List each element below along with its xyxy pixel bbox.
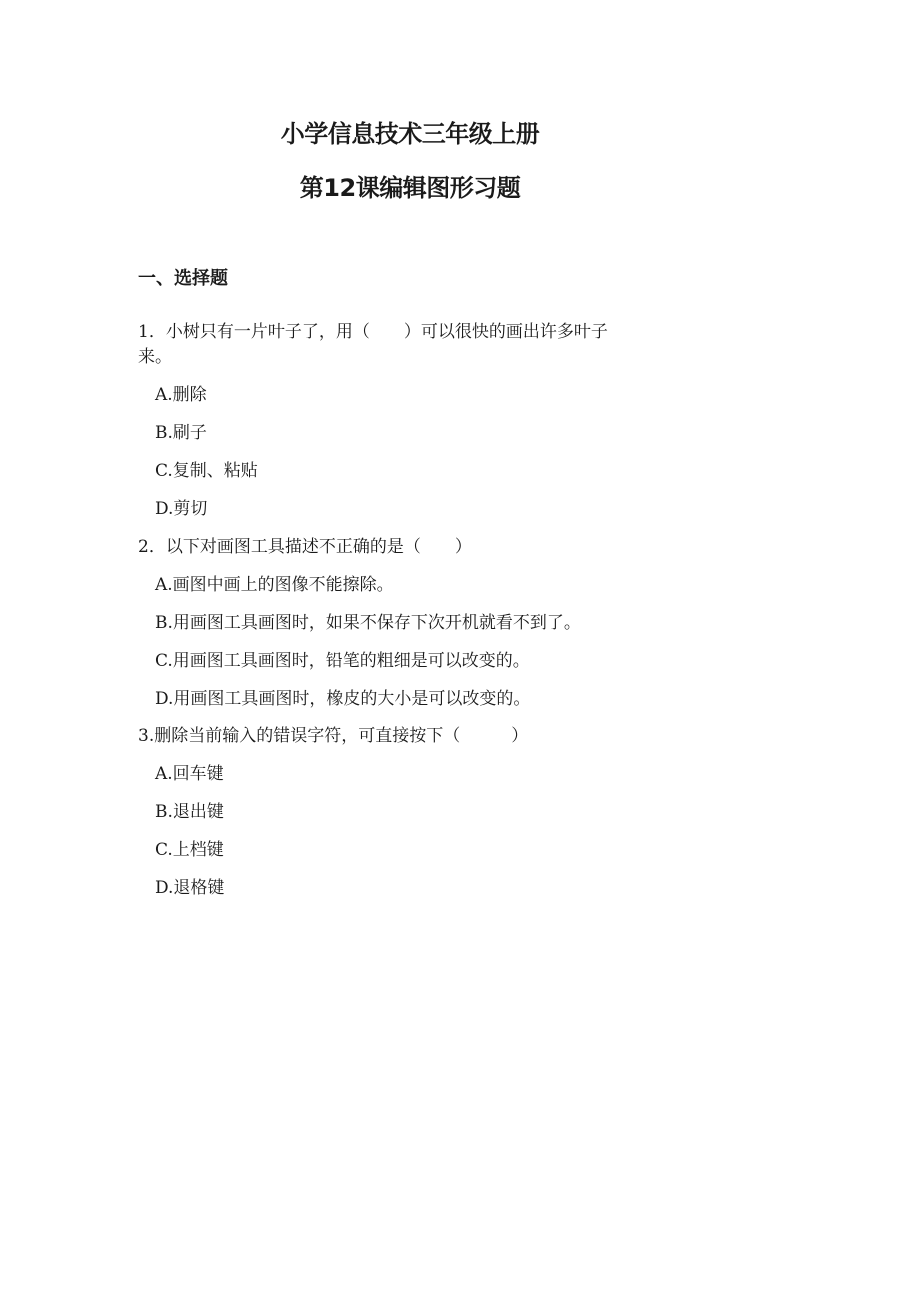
question-2-option-b: B.用画图工具画图时，如果不保存下次开机就看不到了。 [155,613,581,633]
section-heading: 一、选择题 [138,268,228,289]
question-1-option-c: C.复制、粘贴 [155,461,258,481]
question-1-option-d: D.剪切 [155,499,208,519]
document-title-line-2: 第12课编辑图形习题 [299,174,521,202]
question-2-text: 2．以下对画图工具描述不正确的是（ ） [138,537,472,557]
question-3-text: 3.删除当前输入的错误字符，可直接按下（ ） [138,726,529,746]
question-3-option-c: C.上档键 [155,840,224,860]
question-2-option-c: C.用画图工具画图时，铅笔的粗细是可以改变的。 [155,651,530,671]
question-3-option-a: A.回车键 [155,764,224,784]
question-1-text-continued: 来。 [138,347,172,367]
question-2-option-a: A.画图中画上的图像不能擦除。 [155,575,394,595]
question-1-text: 1．小树只有一片叶子了，用（ ）可以很快的画出许多叶子 [138,322,608,342]
question-1-option-a: A.删除 [155,385,207,405]
question-3-option-b: B.退出键 [155,802,224,822]
question-1-option-b: B.刷子 [155,423,207,443]
question-2-option-d: D.用画图工具画图时，橡皮的大小是可以改变的。 [155,689,531,709]
document-title-line-1: 小学信息技术三年级上册 [280,120,540,148]
question-3-option-d: D.退格键 [155,878,225,898]
